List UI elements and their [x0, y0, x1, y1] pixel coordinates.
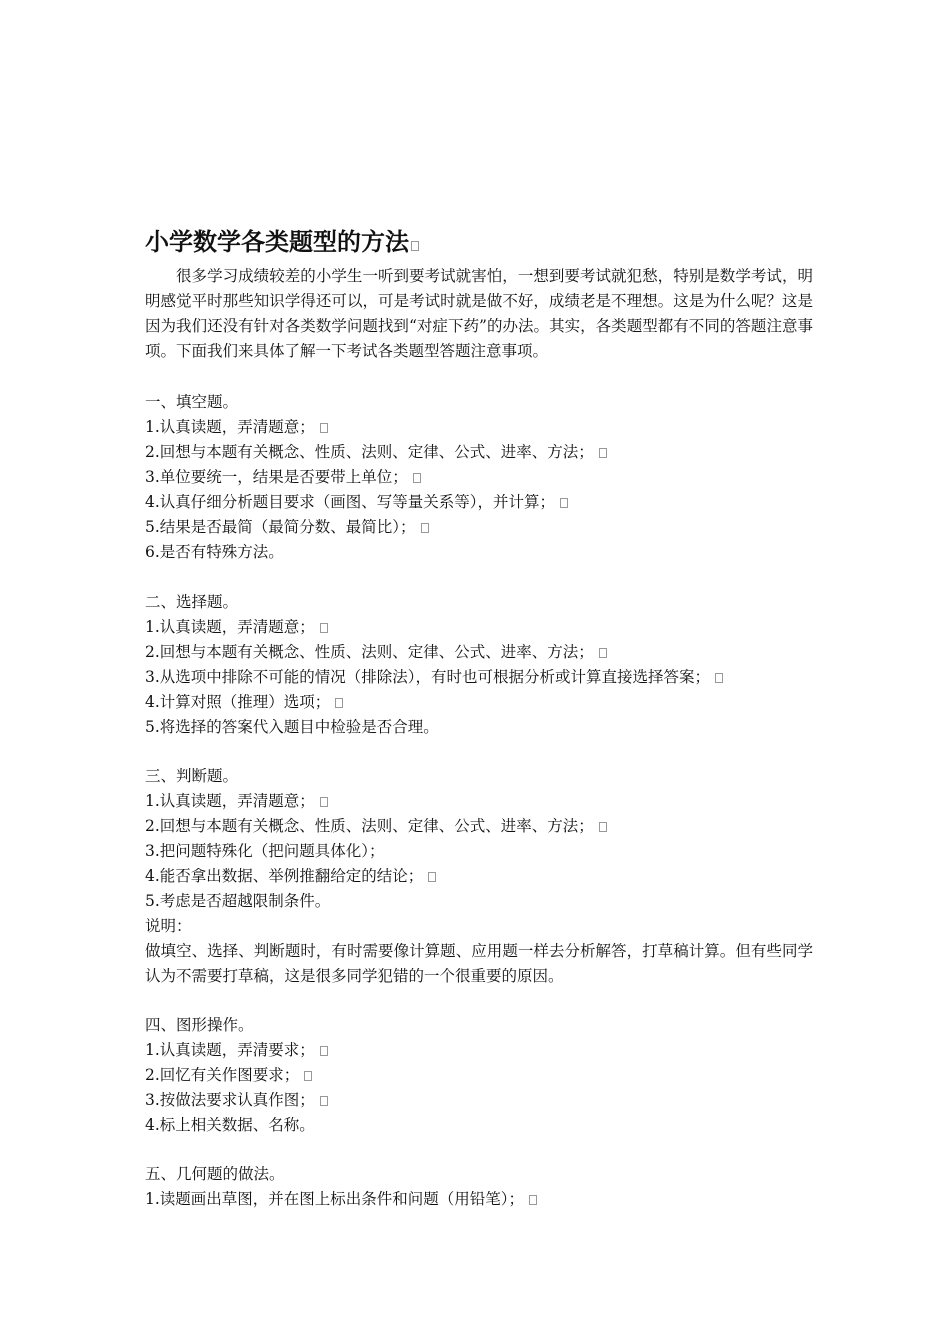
- missing-glyph-icon: [599, 822, 607, 832]
- list-item: 2.回想与本题有关概念、性质、法则、定律、公式、进率、方法；: [145, 814, 607, 839]
- section-heading-geometry: 五、几何题的做法。: [145, 1165, 285, 1183]
- missing-glyph-icon: [304, 1071, 312, 1081]
- missing-glyph-icon: [320, 1046, 328, 1056]
- list-item: 3.把问题特殊化（把问题具体化）；: [145, 842, 385, 860]
- list-item: 5.将选择的答案代入题目中检验是否合理。: [145, 718, 439, 736]
- document-title: [145, 222, 419, 262]
- note-paragraph: 做填空、选择、判断题时，有时需要像计算题、应用题一样去分析解答，打草稿计算。但有些同学认为不需要打草稿，这是很多同学犯错的一个很重要的原因。: [145, 942, 813, 985]
- section-heading-multiple-choice: 二、选择题。: [145, 593, 239, 611]
- list-item: 6.是否有特殊方法。: [145, 543, 284, 561]
- missing-glyph-icon: [413, 473, 421, 483]
- missing-glyph-icon: [411, 241, 419, 251]
- list-item: 3.单位要统一，结果是否要带上单位；: [145, 465, 421, 490]
- list-item: 4.能否拿出数据、举例推翻给定的结论；: [145, 864, 436, 889]
- list-item: 1.认真读题，弄清要求；: [145, 1038, 328, 1063]
- list-item: 1.读题画出草图，并在图上标出条件和问题（用铅笔）；: [145, 1187, 537, 1212]
- missing-glyph-icon: [599, 648, 607, 658]
- missing-glyph-icon: [320, 797, 328, 807]
- list-item: 5.结果是否最简（最简分数、最简比）；: [145, 515, 429, 540]
- missing-glyph-icon: [529, 1195, 537, 1205]
- section-heading-fill-blank: 一、填空题。: [145, 393, 239, 411]
- intro-paragraph: 很多学习成绩较差的小学生一听到要考试就害怕，一想到要考试就犯愁，特别是数学考试，明明感觉平时那些知识学得还可以，可是考试时就是做不好，成绩老是不理想。这是为什么呢？这是因为我们还没有针对各类数学问题找到“对症下药”的办法。其实，各类题型都有不同的答题注意事项。下面我们来具体了解一下考试各类题型答题注意事项。: [145, 267, 813, 360]
- list-item: 3.从选项中排除不可能的情况（排除法），有时也可根据分析或计算直接选择答案；: [145, 665, 723, 690]
- list-item: 1.认真读题，弄清题意；: [145, 615, 328, 640]
- list-item: 2.回想与本题有关概念、性质、法则、定律、公式、进率、方法；: [145, 440, 607, 465]
- list-item: 2.回忆有关作图要求；: [145, 1063, 312, 1088]
- list-item: 2.回想与本题有关概念、性质、法则、定律、公式、进率、方法；: [145, 640, 607, 665]
- list-item: 4.计算对照（推理）选项；: [145, 690, 343, 715]
- list-item: 5.考虑是否超越限制条件。: [145, 892, 331, 910]
- list-item: 1.认真读题，弄清题意；: [145, 415, 328, 440]
- missing-glyph-icon: [335, 698, 343, 708]
- list-item: 3.按做法要求认真作图；: [145, 1088, 328, 1113]
- section-heading-true-false: 三、判断题。: [145, 767, 239, 785]
- missing-glyph-icon: [320, 423, 328, 433]
- missing-glyph-icon: [320, 1096, 328, 1106]
- list-item: 4.标上相关数据、名称。: [145, 1116, 315, 1134]
- list-item: 1.认真读题，弄清题意；: [145, 789, 328, 814]
- section-heading-drawing: 四、图形操作。: [145, 1016, 254, 1034]
- list-item: 4.认真仔细分析题目要求（画图、写等量关系等），并计算；: [145, 490, 568, 515]
- title-text: 小学数学各类题型的方法: [145, 227, 409, 256]
- missing-glyph-icon: [320, 623, 328, 633]
- missing-glyph-icon: [421, 523, 429, 533]
- missing-glyph-icon: [715, 673, 723, 683]
- missing-glyph-icon: [428, 872, 436, 882]
- note-label: 说明：: [145, 917, 192, 935]
- missing-glyph-icon: [599, 448, 607, 458]
- missing-glyph-icon: [560, 498, 568, 508]
